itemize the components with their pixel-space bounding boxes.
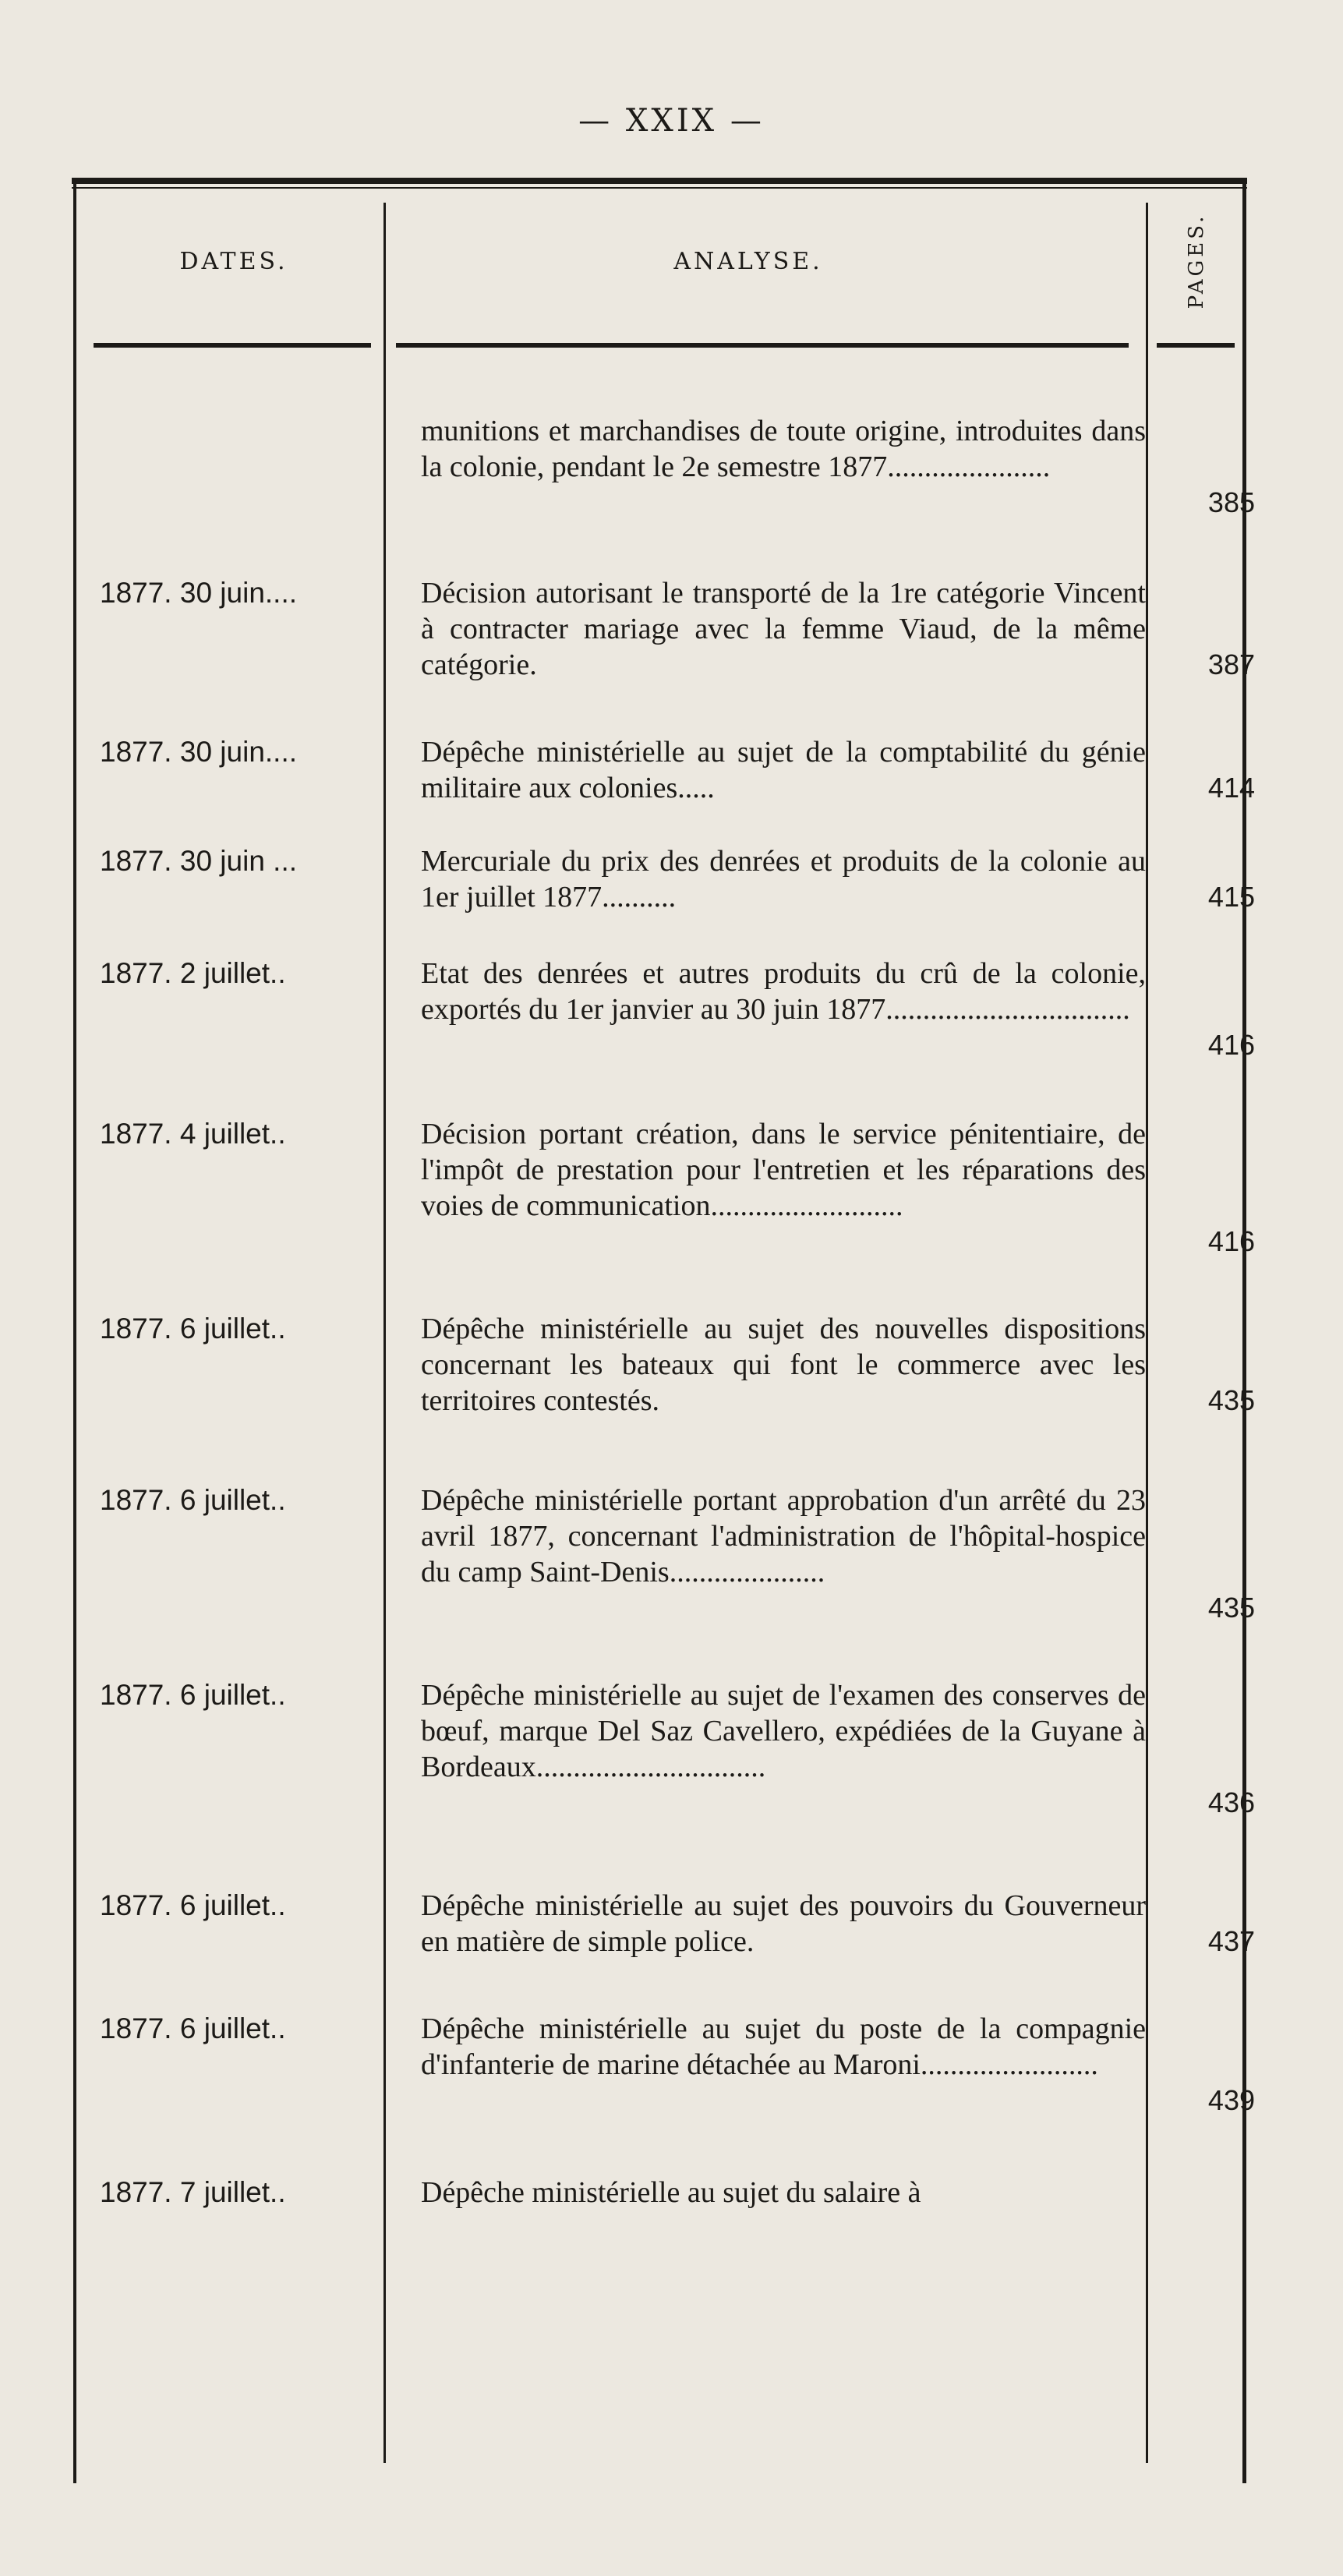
entry-page: 416 — [1207, 1225, 1255, 1257]
entry-analysis: Mercuriale du prix des denrées et produits de la colonie au 1er juillet 1877.......... — [421, 845, 1146, 913]
header-rule-pages — [1157, 343, 1235, 348]
entry-page: 414 — [1207, 772, 1255, 804]
header-dates: DATES. — [179, 248, 288, 275]
entry-analysis: Décision portant création, dans le service pénitentiaire, de l'impôt de prestation pour l'entretien et les réparations des voies de communication.......................... — [421, 1118, 1146, 1222]
entry-analysis: Etat des denrées et autres produits du crû de la colonie, exportés du 1er janvier au 30 juin 1877................................. — [421, 957, 1146, 1026]
header-analyse: ANALYSE. — [673, 248, 823, 275]
entry-analysis: Dépêche ministérielle portant approbation d'un arrêté du 23 avril 1877, concernant l'administration de l'hôpital-hospice du camp Saint-Denis..................... — [421, 1484, 1146, 1588]
table-top-rule — [72, 178, 1247, 184]
entry-page: 435 — [1207, 1384, 1255, 1416]
entry-analysis: Dépêche ministérielle au sujet du salaire à — [421, 2176, 921, 2209]
entry-analysis: munitions et marchandises de toute origine, introduites dans la colonie, pendant le 2e semestre 1877...................... — [421, 415, 1146, 483]
entry-page: 385 — [1207, 486, 1255, 518]
entry-date: 1877. 6 juillet.. — [100, 1679, 286, 1711]
entry-page: 437 — [1207, 1925, 1255, 1957]
entry-page: 415 — [1207, 881, 1255, 913]
entry-page: 416 — [1207, 1029, 1255, 1061]
entry-analysis: Dépêche ministérielle au sujet des nouvelles dispositions concernant les bateaux qui font le commerce avec les territoires contestés. — [421, 1313, 1146, 1417]
header-rule-dates — [94, 343, 371, 348]
entry-page: 435 — [1207, 1592, 1255, 1624]
page-number: — XXIX — — [578, 103, 765, 139]
entry-analysis: Dépêche ministérielle au sujet du poste de la compagnie d'infanterie de marine détachée au Maroni........................ — [421, 2012, 1146, 2081]
entry-page: 439 — [1207, 2084, 1255, 2116]
entry-analysis: Dépêche ministérielle au sujet de l'examen des conserves de bœuf, marque Del Saz Cavellero, expédiées de la Guyane à Bordeaux............................... — [421, 1679, 1146, 1783]
table-top-rule-thin — [72, 187, 1247, 189]
entry-analysis: Dépêche ministérielle au sujet des pouvoirs du Gouverneur en matière de simple police. — [421, 1889, 1146, 1958]
entry-date: 1877. 6 juillet.. — [100, 2012, 286, 2044]
analyse-pages-separator — [1146, 203, 1148, 2463]
entry-page: 387 — [1207, 648, 1255, 680]
entry-date: 1877. 6 juillet.. — [100, 1313, 286, 1345]
entry-date: 1877. 30 juin.... — [100, 736, 298, 768]
dates-analyse-separator — [383, 203, 386, 2463]
entry-date: 1877. 30 juin ... — [100, 845, 298, 877]
entry-date: 1877. 6 juillet.. — [100, 1484, 286, 1516]
entry-date: 1877. 30 juin.... — [100, 577, 298, 609]
table-right-border — [1242, 184, 1246, 2483]
header-rule-analyse — [396, 343, 1129, 348]
entry-analysis: Dépêche ministérielle au sujet de la comptabilité du génie militaire aux colonies..... — [421, 736, 1146, 804]
entry-analysis: Décision autorisant le transporté de la 1re catégorie Vincent à contracter mariage avec la femme Viaud, de la même catégorie. — [421, 577, 1146, 681]
header-pages: PAGES. — [1185, 213, 1208, 309]
entry-date: 1877. 4 juillet.. — [100, 1118, 286, 1150]
entry-page: 436 — [1207, 1786, 1255, 1818]
entry-date: 1877. 7 juillet.. — [100, 2176, 286, 2208]
table-left-border — [73, 184, 76, 2483]
entry-date: 1877. 6 juillet.. — [100, 1889, 286, 1921]
entry-date: 1877. 2 juillet.. — [100, 957, 286, 989]
